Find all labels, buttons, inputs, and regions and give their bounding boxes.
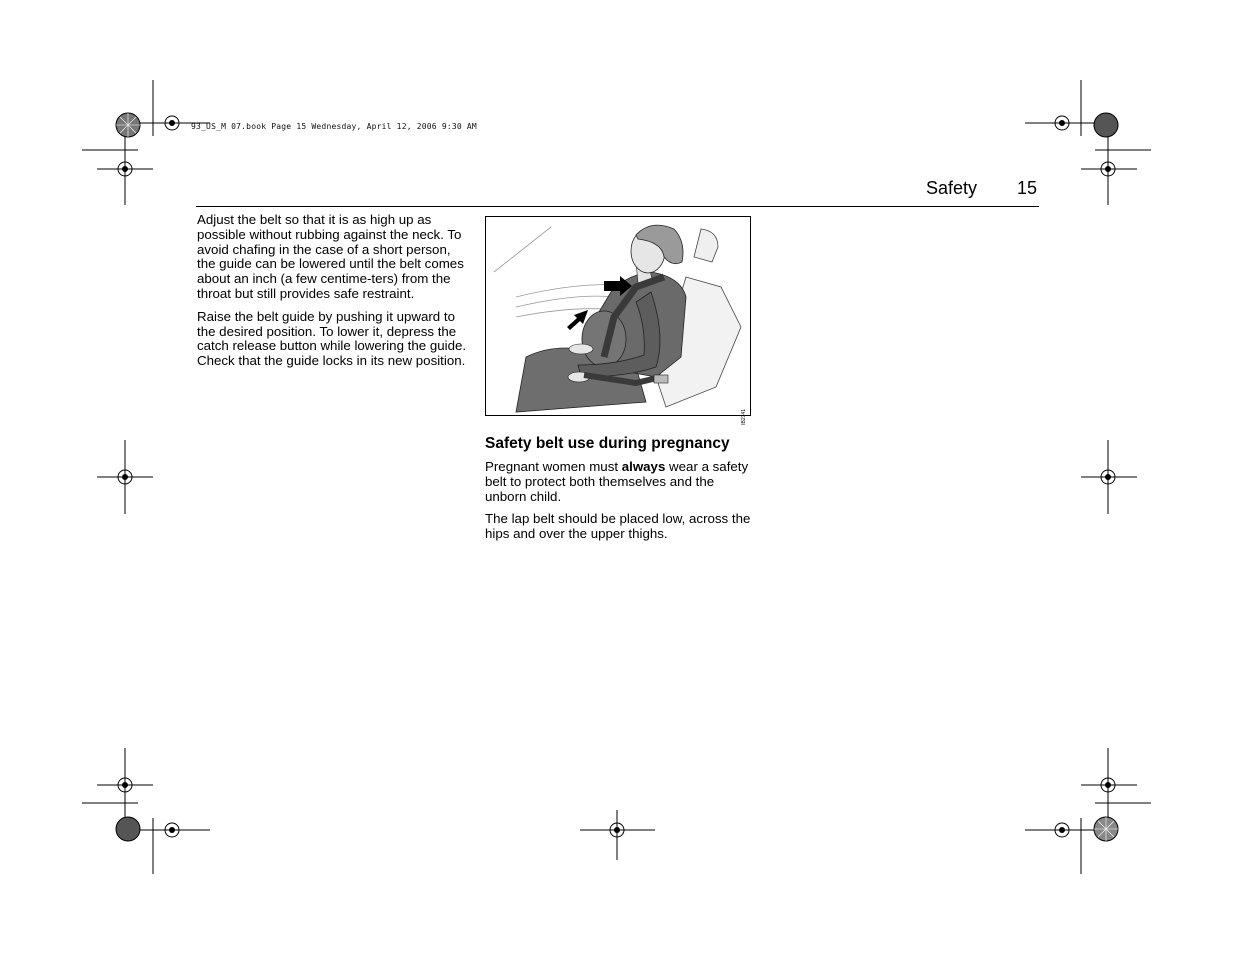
figure-code: IB2141	[741, 409, 747, 425]
pregnant-woman-seatbelt-illustration	[485, 216, 751, 425]
text-run: Pregnant women must	[485, 459, 622, 474]
paragraph: Raise the belt guide by pushing it upward to the desired position. To lower it, depress the catch release button while lowering the guide. Check that the guide locks in its new position.	[197, 308, 467, 369]
section-title: Safety	[926, 178, 978, 198]
left-column	[197, 213, 467, 377]
right-column	[485, 460, 755, 550]
text-run: wear a safety belt to protect both themselves and the unborn child.	[485, 459, 749, 504]
paragraph: Adjust the belt so that it is as high up as possible without rubbing against the neck. To avoid chafing in the case of a short person, the guide can be lowered until the belt comes about an inch (a few centime-ters) from the throat but still provides safe restraint.	[197, 212, 464, 301]
emphasis-text: always	[621, 459, 666, 474]
header-rule	[196, 206, 1039, 207]
paragraph: The lap belt should be placed low, across the hips and over the upper thighs.	[485, 511, 751, 542]
section-heading: Safety belt use during pregnancy	[485, 435, 730, 452]
paragraph	[485, 460, 755, 504]
page-number: 15	[1017, 178, 1038, 198]
print-slug: 93_US_M 07.book Page 15 Wednesday, April 12, 2006 9:30 AM	[191, 122, 477, 131]
